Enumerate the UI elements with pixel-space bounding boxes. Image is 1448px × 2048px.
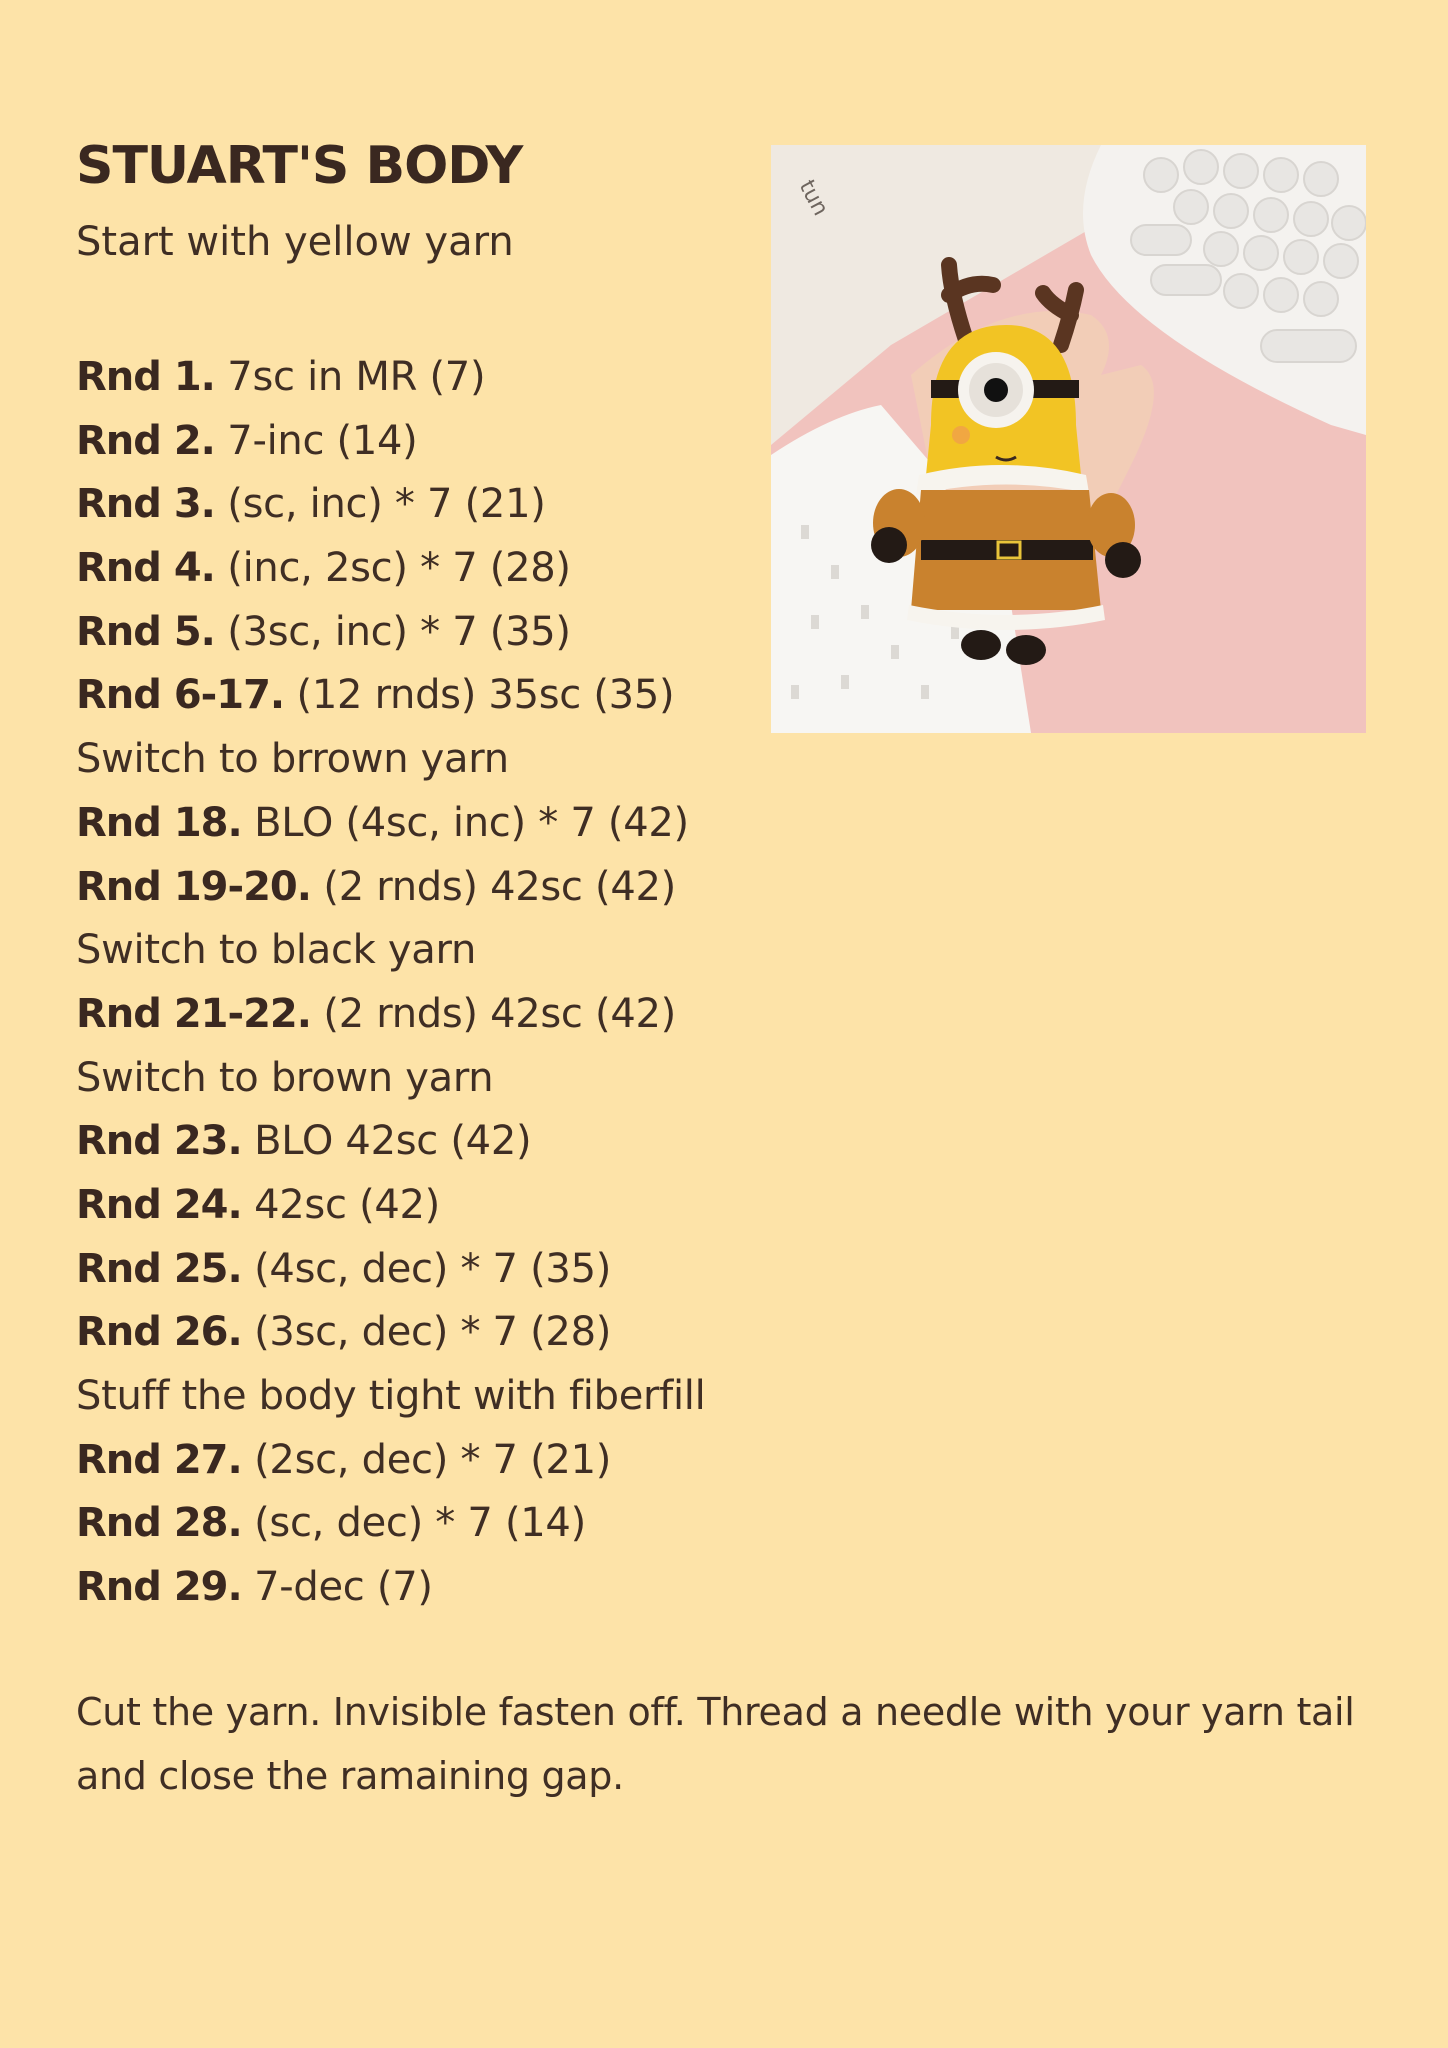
finishing-instructions: Cut the yarn. Invisible fasten off. Thread a needle with your yarn tail and close the ramaining gap.: [76, 1690, 1355, 1798]
round-instruction: (4sc, dec) * 7 (35): [241, 1245, 612, 1292]
round-label: Rnd 21-22.: [76, 990, 311, 1037]
pattern-note: [76, 1365, 705, 1429]
pattern-round: [76, 537, 705, 601]
pattern-note: [76, 1047, 705, 1111]
round-instruction: (inc, 2sc) * 7 (28): [214, 545, 571, 592]
pattern-round: [76, 410, 705, 474]
round-label: Rnd 6-17.: [76, 672, 285, 719]
pattern-round: [76, 983, 705, 1047]
round-instruction: 7sc in MR (7): [214, 354, 486, 400]
round-instruction: 42sc (42): [241, 1181, 440, 1228]
round-label: Rnd 25.: [76, 1245, 242, 1292]
round-instruction: (sc, dec) * 7 (14): [241, 1500, 586, 1547]
round-instruction: Stuff the body tight with fiberfill: [76, 1373, 706, 1419]
round-instruction: Switch to brown yarn: [76, 1054, 494, 1101]
round-label: Rnd 1.: [76, 354, 215, 400]
subtitle: Start with yellow yarn: [76, 219, 514, 265]
round-instruction: (sc, inc) * 7 (21): [214, 481, 546, 528]
pattern-round: [76, 1110, 705, 1174]
round-label: Rnd 27.: [76, 1436, 242, 1483]
round-label: Rnd 2.: [76, 417, 215, 464]
round-label: Rnd 29.: [76, 1564, 242, 1611]
pattern-round: [76, 473, 705, 537]
pattern-round: [76, 792, 705, 856]
round-label: Rnd 4.: [76, 545, 215, 592]
pattern-rows: [76, 346, 705, 1620]
pattern-round: [76, 601, 705, 665]
round-label: Rnd 3.: [76, 481, 215, 528]
round-label: Rnd 18.: [76, 799, 242, 846]
round-instruction: BLO 42sc (42): [241, 1118, 532, 1165]
round-instruction: BLO (4sc, inc) * 7 (42): [241, 799, 689, 846]
round-label: Rnd 19-20.: [76, 863, 311, 910]
pattern-round: [76, 346, 705, 410]
round-instruction: (2sc, dec) * 7 (21): [241, 1436, 612, 1483]
round-instruction: Switch to black yarn: [76, 927, 476, 974]
pattern-round: [76, 1301, 705, 1365]
pattern-round: [76, 1556, 705, 1620]
round-instruction: (3sc, inc) * 7 (35): [214, 608, 571, 655]
round-instruction: 7-inc (14): [214, 417, 418, 464]
round-label: Rnd 26.: [76, 1309, 242, 1356]
pattern-round: [76, 1174, 705, 1238]
pattern-note: [76, 919, 705, 983]
round-instruction: 7-dec (7): [241, 1564, 433, 1611]
round-label: Rnd 5.: [76, 608, 215, 655]
pattern-round: [76, 1238, 705, 1302]
round-label: Rnd 28.: [76, 1500, 242, 1547]
pattern-round: [76, 1429, 705, 1493]
round-instruction: (3sc, dec) * 7 (28): [241, 1309, 612, 1356]
round-instruction: Switch to brrown yarn: [76, 736, 509, 783]
pattern-round: [76, 856, 705, 920]
round-instruction: (12 rnds) 35sc (35): [284, 672, 675, 719]
page-title: STUART'S BODY: [76, 136, 523, 196]
pattern-note: [76, 728, 705, 792]
pattern-round: [76, 664, 705, 728]
round-label: Rnd 23.: [76, 1118, 242, 1165]
pattern-round: [76, 1492, 705, 1556]
paper-text: tun: [793, 176, 833, 221]
round-instruction: (2 rnds) 42sc (42): [310, 990, 676, 1037]
round-label: Rnd 24.: [76, 1181, 242, 1228]
round-instruction: (2 rnds) 42sc (42): [310, 863, 676, 910]
minion-photo: [771, 145, 1366, 733]
